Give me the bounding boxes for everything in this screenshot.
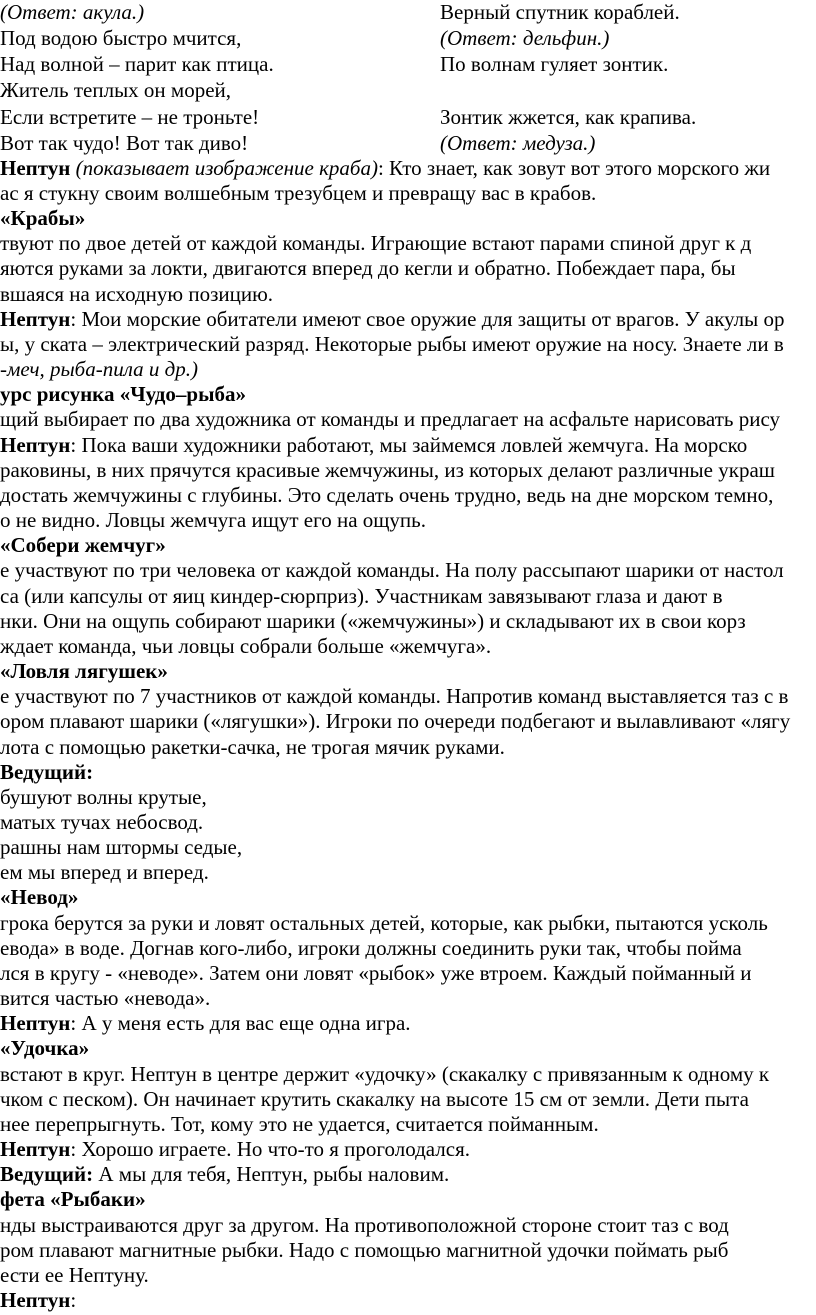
speaker-name: Нептун [0,155,71,180]
speaker-name: Нептун [0,1137,71,1161]
riddle-line: Если встретите – не троньте! [0,104,260,129]
text-line: са (или капсулы от яиц киндер-сюрприз). Участникам завязывают глаза и дают в [0,583,723,608]
speech-line [0,307,785,332]
riddle-answer-shark: (Ответ: акула.) [0,0,145,24]
text-line: ас я стукну своим волшебным трезубцем и превращу вас в крабов. [0,181,597,205]
riddle-answer-jellyfish: (Ответ: медуза.) [440,130,596,155]
speaker-name: Нептун [0,1011,71,1036]
riddle-line: Верный спутник кораблей. [440,0,680,24]
riddle-line: Зонтик жжется, как крапива. [440,104,697,129]
speech-text: А мы для тебя, Нептун, рыбы наловим. [93,1162,450,1187]
speech-text: : А у меня есть для вас еще одна игра. [70,1011,411,1036]
text-line: яются руками за локти, двигаются вперед до кегли и обратно. Побеждает пара, бы [0,256,736,281]
text-line: чком с песком). Он начинает крутить скакалку на высоте 15 см от земли. Дети пыта [0,1086,749,1111]
text-line: щий выбирает по два художника от команды и предлагает на асфальте нарисовать рису [0,407,780,432]
text-line: е участвуют по три человека от каждой команды. На полу рассыпают шарики от настол [0,558,784,583]
speech-line [0,1137,470,1162]
speaker-heading: Ведущий: [0,759,94,784]
text-line: лся в кругу - «неводе». Затем они ловят «рыбок» уже втроем. Каждый пойманный и [0,960,752,985]
text-line: нки. Они на ощупь собирают шарики («жемчужины») и складывают их в свои корз [0,608,746,633]
riddle-line: Под водою быстро мчится, [0,26,242,51]
game-heading-fishers: фета «Рыбаки» [0,1187,146,1212]
text-line: -меч, рыба-пила и др.) [0,357,199,382]
text-line: вшаяся на исходную позицию. [0,281,274,306]
speech-line [0,1162,449,1187]
speech-line [0,156,770,181]
game-heading-drawing: урс рисунка «Чудо–рыба» [0,382,246,407]
riddle-line: Над волной – парит как птица. [0,52,274,77]
text-line: вится частью «невода». [0,986,211,1011]
game-heading-frogs: «Ловля лягушек» [0,659,168,683]
game-heading-rod: «Удочка» [0,1036,90,1061]
text-line: твуют по двое детей от каждой команды. Играющие встают парами спиной друг к д [0,231,752,256]
text-line: ждает команда, чьи ловцы собрали больше «жемчуга». [0,633,492,658]
riddle-line: По волнам гуляет зонтик. [440,52,669,77]
text-line: нее перепрыгнуть. Тот, кому это не удается, считается пойманным. [0,1111,599,1136]
text-line: ести ее Нептуну. [0,1262,149,1287]
poem-line: матых тучах небосвод. [0,810,204,834]
text-line: грока берутся за руки и ловят остальных детей, которые, как рыбки, пытаются усколь [0,910,768,935]
poem-line: рашны нам штормы седые, [0,835,243,860]
text-line: о не видно. Ловцы жемчуга ищут его на ощупь. [0,508,426,532]
text-line: раковины, в них прячутся красивые жемчужины, из которых делают различные украш [0,457,775,482]
speaker-name: Нептун [0,1288,71,1312]
stage-direction: (показывает изображение краба) [75,155,378,180]
text-line: нды выстраиваются друг за другом. На противоположной стороне стоит таз с вод [0,1212,729,1237]
text-line: ром плавают магнитные рыбки. Надо с помощью магнитной удочки поймать рыб [0,1237,729,1262]
poem-line: ем мы вперед и вперед. [0,860,209,885]
riddle-line: Вот так чудо! Вот так диво! [0,130,249,155]
speech-text: : Мои морские обитатели имеют свое оружие для защиты от врагов. У акулы ор [70,306,785,331]
game-heading-net: «Невод» [0,885,79,910]
poem-line: бушуют волны крутые, [0,784,207,809]
game-heading-crabs: «Крабы» [0,206,86,231]
speaker-name: Нептун [0,432,71,457]
text-line: ором плавают шарики («лягушки»). Игроки по очереди подбегают и вылавливают «лягу [0,709,791,734]
text-line: встают в круг. Нептун в центре держит «удочку» (скакалку с привязанным к одному к [0,1061,770,1086]
speaker-name: Нептун [0,306,71,331]
game-heading-pearls: «Собери жемчуг» [0,533,166,558]
text-line: лота с помощью ракетки-сачка, не трогая мячик руками. [0,734,505,759]
text-line: ы, у ската – электрический разряд. Некоторые рыбы имеют оружие на носу. Знаете ли в [0,331,784,356]
speaker-name: Ведущий: [0,1162,94,1187]
speech-line [0,1288,76,1313]
speech-text: : Хорошо играете. Но что-то я проголодался. [70,1137,471,1161]
speech-text: : [70,1288,77,1312]
speech-text: : Кто знает, как зовут вот этого морского жи [377,155,771,180]
speech-line [0,433,747,458]
text-line: евода» в воде. Догнав кого-либо, игроки должны соединить руки так, чтобы пойма [0,935,742,960]
text-line: е участвуют по 7 участников от каждой команды. Напротив команд выставляется таз с в [0,684,789,709]
text-line: достать жемчужины с глубины. Это сделать очень трудно, ведь на дне морском темно, [0,482,774,507]
speech-text: : Пока ваши художники работают, мы займемся ловлей жемчуга. На морско [70,432,748,457]
riddle-line: Житель теплых он морей, [0,78,232,103]
speech-line [0,1011,411,1036]
riddle-answer-dolphin: (Ответ: дельфин.) [440,26,610,51]
